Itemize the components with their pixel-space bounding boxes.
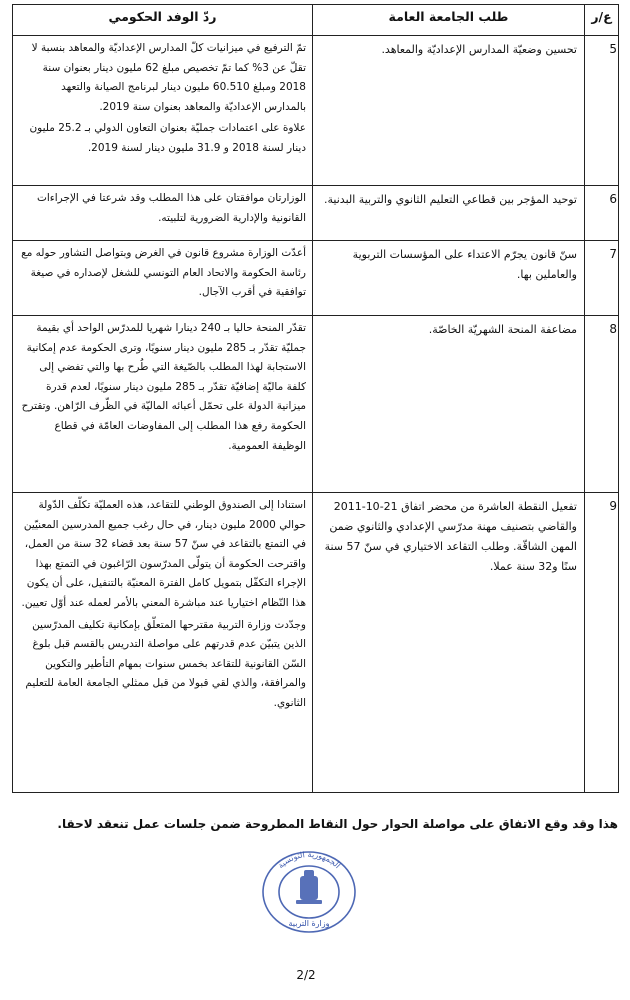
table-row bbox=[13, 493, 619, 793]
table-row bbox=[13, 186, 619, 241]
agreement-table bbox=[12, 4, 619, 793]
row-number: 9 bbox=[585, 493, 619, 793]
response-paragraph: أعدّت الوزارة مشروع قانون في الغرض وبتواصل التشاور حوله مع رئاسة الحكومة والاتحاد العام التونسي للشغل لإصداره في صيغة توافقية في أقرب الآجال. bbox=[21, 247, 306, 299]
row-number: 7 bbox=[585, 241, 619, 316]
ministry-seal-icon bbox=[254, 846, 364, 936]
response-paragraph: تمّ الترفيع في ميزانيات كلّ المدارس الإعداديّة والمعاهد بنسبة لا تقلّ عن 3% كما تمّ تخصيص مبلغ 62 مليون دينار بعنوان سنة 2018 ومبلغ 60.510 مليون دينار لبرنامج الصيانة والتعهد بالمدارس الإعداديّة والمعاهد بعنوان سنة 2019. bbox=[31, 42, 306, 113]
row-response bbox=[13, 241, 313, 316]
header-request: طلب الجامعة العامة bbox=[313, 5, 585, 36]
table-header-row bbox=[13, 5, 619, 36]
row-request: تفعيل النقطة العاشرة من محضر اتفاق 21-10-2011 والقاضي بتصنيف مهنة مدرّسي الإعدادي والثانوي ضمن المهن الشاقّة. وطلب التقاعد الاختياري في سنّ 57 سنة سنًا و32 سنة عملا. bbox=[313, 493, 585, 793]
table-row bbox=[13, 241, 619, 316]
seal-outer-text: الجمهورية التونسية bbox=[276, 849, 343, 871]
row-request: توحيد المؤجر بين قطاعي التعليم الثانوي والتربية البدنية. bbox=[313, 186, 585, 241]
page-number: 2/2 bbox=[296, 968, 316, 982]
seal-inner-text: وزارة التربية bbox=[288, 919, 330, 928]
row-number: 6 bbox=[585, 186, 619, 241]
row-number: 8 bbox=[585, 316, 619, 493]
row-request: سنّ قانون يجرّم الاعتداء على المؤسسات التربوية والعاملين بها. bbox=[313, 241, 585, 316]
response-paragraph: علاوة على اعتمادات جمليّة بعنوان التعاون الدولي بـ 25.2 مليون دينار لسنة 2018 و 31.9 مليون دينار لسنة 2019. bbox=[29, 122, 306, 154]
row-request: مضاعفة المنحة الشهريّة الخاصّة. bbox=[313, 316, 585, 493]
row-response bbox=[13, 36, 313, 186]
table-row bbox=[13, 316, 619, 493]
row-response bbox=[13, 186, 313, 241]
row-response bbox=[13, 316, 313, 493]
response-paragraph: تقدّر المنحة حاليا بـ 240 دينارا شهريا للمدرّس الواحد أي بقيمة جمليّة تقدّر بـ 285 مليون دينار سنويًا، وترى الحكومة عدم إمكانية الاستجابة لهذا المطلب بالصّيغة التي طُرح بها والتي تفضي إلى كلفة ماليّة إضافيّة تقدّر بـ 285 مليون دينار سنويًا، لعدم قدرة ميزانية الدولة على تحمّل أعبائه الماليّة في الظّرف الرّاهن. وتقترح الحكومة رفع هذا المطلب إلى المفاوضات العامّة في قطاع الوظيفة العمومية. bbox=[21, 322, 306, 452]
table-row bbox=[13, 36, 619, 186]
closing-statement: هذا وقد وقع الاتفاق على مواصلة الحوار حول النقاط المطروحة ضمن جلسات عمل تنعقد لاحقا. bbox=[57, 817, 618, 831]
header-number: ع/ر bbox=[585, 5, 619, 36]
response-paragraph: الوزارتان موافقتان على هذا المطلب وقد شرعتا في الإجراءات القانونية والإدارية الضرورية لتلبيته. bbox=[37, 192, 306, 224]
official-stamp bbox=[254, 846, 364, 936]
row-response bbox=[13, 493, 313, 793]
svg-text:الجمهورية التونسية bbox=[276, 850, 342, 870]
row-request: تحسين وضعيّة المدارس الإعداديّة والمعاهد. bbox=[313, 36, 585, 186]
header-response: ردّ الوفد الحكومي bbox=[13, 5, 313, 36]
response-paragraph: وجدّدت وزارة التربية مقترحها المتعلّق بإمكانية تكليف المدرّسين الذين يتبيّن عدم قدرتهم على مواصلة التدريس بالقسم قبل بلوغ السّن القانونية للتقاعد بخمس سنوات بمهام التأطير والتكوين والمرافقة، والذي لقي قبولا من قبل ممثلي الجامعة العامة للتعليم الثانوي. bbox=[25, 618, 306, 709]
row-number: 5 bbox=[585, 36, 619, 186]
response-paragraph: استنادا إلى الصندوق الوطني للتقاعد، هذه العمليّة تكلّف الدّولة حوالي 2000 مليون دينار، في حال رغب جميع المدرسين المعنيّين في التمتع بالتقاعد في سنّ 57 سنة بعد قضاء 32 سنة من العمل، واقترحت الحكومة أن يتولّى المدرّسون الرّاغبون في التمتع بهذا الإجراء التكفّل بتمويل كامل الفترة المعنيّة بالتنفيل، على أن يكون هذا النّظام اختياريا عند مباشرة المعني بالأمر لعمله عند أوّل تعيين. bbox=[21, 499, 306, 609]
